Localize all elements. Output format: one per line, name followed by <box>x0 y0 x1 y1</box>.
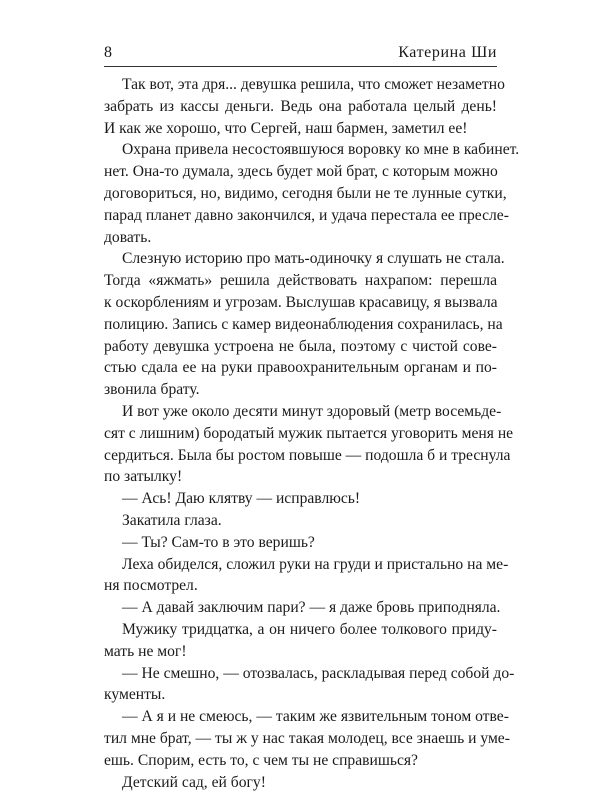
text-line: забрать из кассы деньги. Ведь она работала целый день! <box>104 96 497 118</box>
text-line: ня посмотрел. <box>104 575 497 597</box>
text-line: парад планет давно закончился, и удача перестала ее пресле- <box>104 205 497 227</box>
text-line: стью сдала ее на руки правоохранительным органам и по- <box>104 357 497 379</box>
page-number: 8 <box>104 44 112 62</box>
text-line: нет. Она-то думала, здесь будет мой брат, с которым можно <box>104 161 497 183</box>
text-line: Детский сад, ей богу! <box>104 772 497 793</box>
text-line: — Не смешно, — отозвалась, раскладывая перед собой до- <box>104 663 497 685</box>
text-line: звонила брату. <box>104 379 497 401</box>
text-line: Леха обиделся, сложил руки на груди и пристально на ме- <box>104 554 497 576</box>
text-line: Мужику тридцатка, а он ничего более толкового приду- <box>104 619 497 641</box>
text-line: работу девушка устроена не была, поэтому с чистой сове- <box>104 336 497 358</box>
text-line: к оскорблениям и угрозам. Выслушав красавицу, я вызвала <box>104 292 497 314</box>
text-line: ешь. Спорим, есть то, с чем ты не справишься? <box>104 750 497 772</box>
text-line: — Ты? Сам-то в это веришь? <box>104 532 497 554</box>
body-text <box>104 74 497 793</box>
text-line: Тогда «яжмать» решила действовать нахрапом: перешла <box>104 270 497 292</box>
text-line: — Ась! Даю клятву — исправлюсь! <box>104 488 497 510</box>
text-line: Закатила глаза. <box>104 510 497 532</box>
text-line: Слезную историю про мать-одиночку я слушать не стала. <box>104 248 497 270</box>
text-line: сят с лишним) бородатый мужик пытается уговорить меня не <box>104 423 497 445</box>
text-line: тил мне брат, — ты ж у нас такая молодец, все знаешь и уме- <box>104 728 497 750</box>
text-line: Так вот, эта дря... девушка решила, что сможет незаметно <box>104 74 497 96</box>
text-line: Охрана привела несостоявшуюся воровку ко мне в кабинет. <box>104 139 497 161</box>
text-line: довать. <box>104 227 497 249</box>
text-line: — А я и не смеюсь, — таким же язвительным тоном отве- <box>104 706 497 728</box>
page-header <box>104 44 497 67</box>
text-line: кументы. <box>104 684 497 706</box>
text-line: И вот уже около десяти минут здоровый (метр восемьде- <box>104 401 497 423</box>
text-line: И как же хорошо, что Сергей, наш бармен, заметил ее! <box>104 118 497 140</box>
text-line: сердиться. Была бы ростом повыше — подошла б и треснула <box>104 445 497 467</box>
text-line: — А давай заключим пари? — я даже бровь приподняла. <box>104 597 497 619</box>
running-title-author: Катерина Ши <box>398 44 497 62</box>
text-line: полицию. Запись с камер видеонаблюдения сохранилась, на <box>104 314 497 336</box>
text-line: по затылку! <box>104 466 497 488</box>
text-line: мать не мог! <box>104 641 497 663</box>
text-line: договориться, но, видимо, сегодня были не те лунные сутки, <box>104 183 497 205</box>
